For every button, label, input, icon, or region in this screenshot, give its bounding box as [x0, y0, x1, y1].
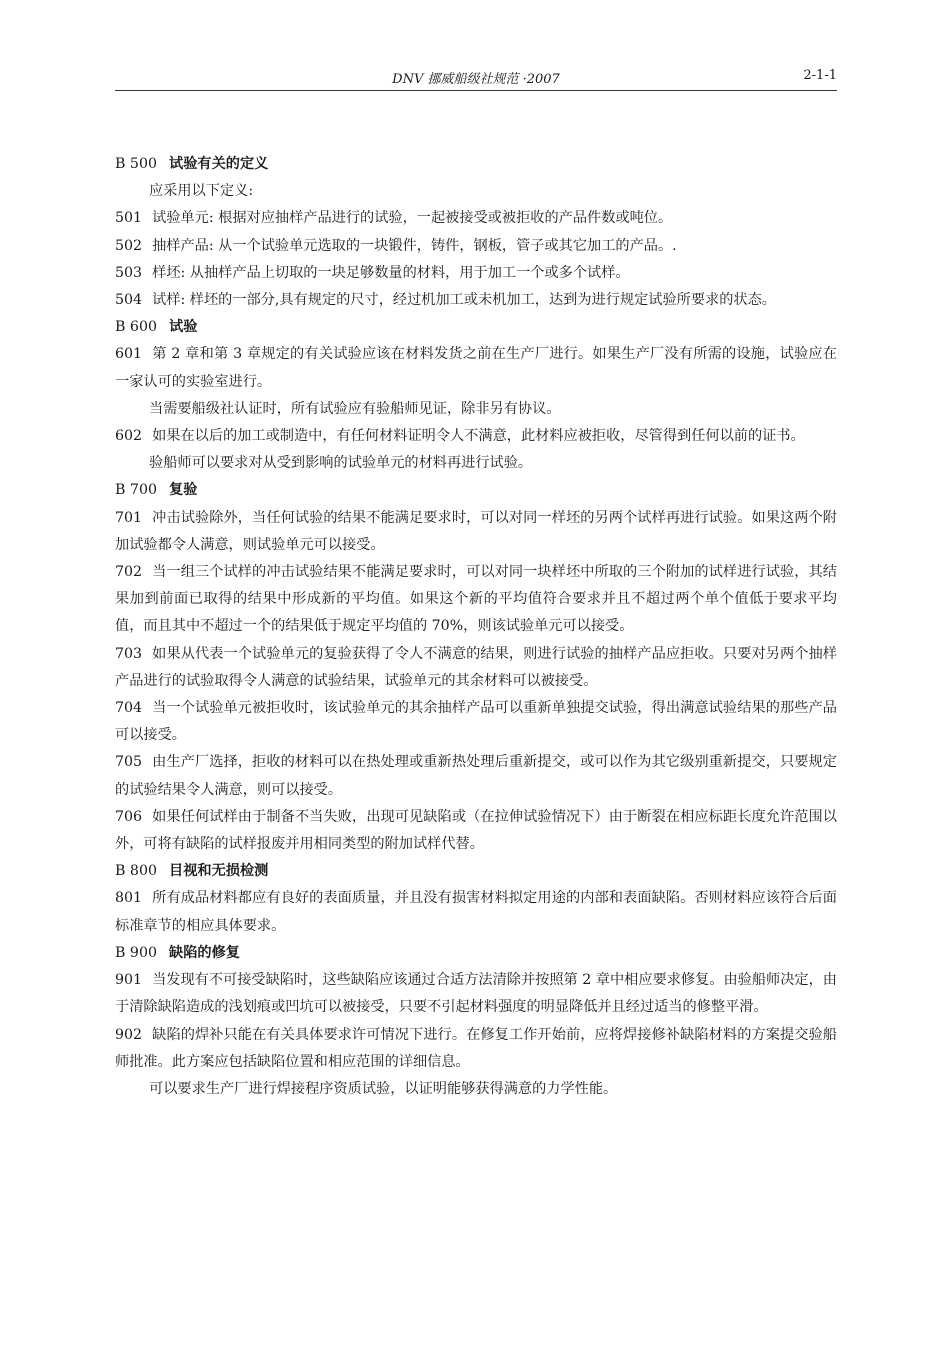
paragraph-text: 如果从代表一个试验单元的复验获得了令人不满意的结果，则进行试验的抽样产品应拒收。只要对另两个抽样产品进行的试验取得令人满意的试验结果，试验单元的其余材料可以被接受。	[115, 645, 837, 689]
numbered-paragraph	[115, 287, 837, 314]
paragraph-number: 801	[115, 890, 143, 907]
paragraph-text: 如果任何试样由于制备不当失败，出现可见缺陷或（在拉伸试验情况下）由于断裂在相应标距长度允许范围以外，可将有缺陷的试样报废并用相同类型的附加试样代替。	[115, 808, 837, 853]
section-code: B 700	[115, 482, 158, 499]
numbered-paragraph	[115, 505, 837, 559]
numbered-paragraph	[115, 341, 837, 395]
indented-paragraph	[115, 1076, 837, 1103]
numbered-paragraph	[115, 695, 837, 749]
paragraph-number: 501	[115, 210, 143, 227]
paragraph-text: 由生产厂选择，拒收的材料可以在热处理或重新热处理后重新提交，或可以作为其它级别重新提交，只要规定的试验结果令人满意，则可以接受。	[115, 754, 837, 798]
numbered-paragraph	[115, 885, 837, 939]
paragraph-number: 705	[115, 754, 143, 771]
indented-paragraph	[115, 178, 837, 205]
numbered-paragraph	[115, 205, 837, 232]
paragraph-text: 如果在以后的加工或制造中，有任何材料证明令人不满意，此材料应被拒收，尽管得到任何以前的证书。	[152, 428, 805, 445]
numbered-paragraph	[115, 233, 837, 260]
section-title: 目视和无损检测	[169, 863, 269, 880]
numbered-paragraph	[115, 967, 837, 1021]
numbered-paragraph	[115, 804, 837, 858]
paragraph-number: 504	[115, 292, 143, 309]
indented-paragraph	[115, 396, 837, 423]
paragraph-text: 冲击试验除外，当任何试验的结果不能满足要求时，可以对同一样坯的另两个试样再进行试验。如果这两个附加试验都令人满意，则试验单元可以接受。	[115, 509, 837, 553]
paragraph-number: 701	[115, 509, 143, 526]
paragraph-text: 第 2 章和第 3 章规定的有关试验应该在材料发货之前在生产厂进行。如果生产厂没有所需的设施，试验应在一家认可的实验室进行。	[115, 346, 837, 390]
section-heading	[115, 940, 837, 967]
numbered-paragraph	[115, 260, 837, 287]
numbered-paragraph	[115, 1022, 837, 1076]
paragraph-text: 缺陷的焊补只能在有关具体要求许可情况下进行。在修复工作开始前，应将焊接修补缺陷材料的方案提交验船师批准。此方案应包括缺陷位置和相应范围的详细信息。	[115, 1026, 837, 1070]
paragraph-number: 503	[115, 264, 143, 281]
paragraph-number: 601	[115, 346, 143, 363]
paragraph-number: 602	[115, 428, 143, 445]
paragraph-number: 704	[115, 700, 143, 717]
paragraph-text: 验船师可以要求对从受到影响的试验单元的材料再进行试验。	[149, 455, 533, 472]
paragraph-text: 样坯: 从抽样产品上切取的一块足够数量的材料，用于加工一个或多个试样。	[152, 264, 630, 281]
numbered-paragraph	[115, 423, 837, 450]
section-code: B 500	[115, 156, 158, 172]
section-code: B 900	[115, 944, 158, 961]
paragraph-text: 试样: 样坯的一部分,具有规定的尺寸，经过机加工或未机加工，达到为进行规定试验所要求的状态。	[152, 292, 776, 309]
paragraph-text: 抽样产品: 从一个试验单元选取的一块锻件，铸件，钢板，管子或其它加工的产品。.	[152, 237, 677, 254]
paragraph-number: 706	[115, 808, 143, 825]
section-heading	[115, 477, 837, 504]
paragraph-number: 902	[115, 1026, 143, 1043]
section-code: B 800	[115, 863, 158, 880]
header-title: DNV 挪威船级社规范 ·2007	[392, 72, 560, 87]
section-heading	[115, 314, 837, 341]
paragraph-number: 502	[115, 237, 143, 254]
numbered-paragraph	[115, 749, 837, 803]
section-heading	[115, 151, 837, 178]
page-header	[115, 66, 837, 91]
paragraph-text: 当一个试验单元被拒收时，该试验单元的其余抽样产品可以重新单独提交试验，得出满意试验结果的那些产品可以接受。	[115, 700, 837, 744]
paragraph-text: 当需要船级社认证时，所有试验应有验船师见证，除非另有协议。	[149, 400, 561, 417]
numbered-paragraph	[115, 559, 837, 641]
section-title: 缺陷的修复	[169, 944, 240, 961]
section-title: 复验	[169, 482, 198, 499]
paragraph-text: 当一组三个试样的冲击试验结果不能满足要求时，可以对同一块样坯中所取的三个附加的试样进行试验，其结果加到前面已取得的结果中形成新的平均值。如果这个新的平均值符合要求并且不超过两个单个值低于要求平均值，而且其中不超过一个的结果低于规定平均值的 70%，则该试验单元可以接受。	[115, 564, 837, 635]
paragraph-text: 所有成品材料都应有良好的表面质量，并且没有损害材料拟定用途的内部和表面缺陷。否则材料应该符合后面标准章节的相应具体要求。	[115, 890, 837, 934]
paragraph-text: 可以要求生产厂进行焊接程序资质试验，以证明能够获得满意的力学性能。	[149, 1080, 618, 1097]
paragraph-text: 应采用以下定义:	[149, 183, 254, 200]
section-heading	[115, 858, 837, 885]
page-number: 2-1-1	[803, 68, 837, 83]
paragraph-text: 试验单元: 根据对应抽样产品进行的试验，一起被接受或被拒收的产品件数或吨位。	[152, 210, 673, 227]
paragraph-number: 702	[115, 564, 143, 581]
paragraph-text: 当发现有不可接受缺陷时，这些缺陷应该通过合适方法清除并按照第 2 章中相应要求修复。由验船师决定，由于清除缺陷造成的浅划痕或凹坑可以被接受，只要不引起材料强度的明显降低并且经过适当的修整平滑。	[115, 972, 837, 1016]
indented-paragraph	[115, 450, 837, 477]
section-code: B 600	[115, 319, 158, 336]
section-title: 试验有关的定义	[169, 156, 269, 172]
section-title: 试验	[169, 319, 198, 336]
numbered-paragraph	[115, 641, 837, 695]
document-body	[115, 151, 837, 1103]
paragraph-number: 901	[115, 972, 143, 989]
paragraph-number: 703	[115, 645, 143, 662]
